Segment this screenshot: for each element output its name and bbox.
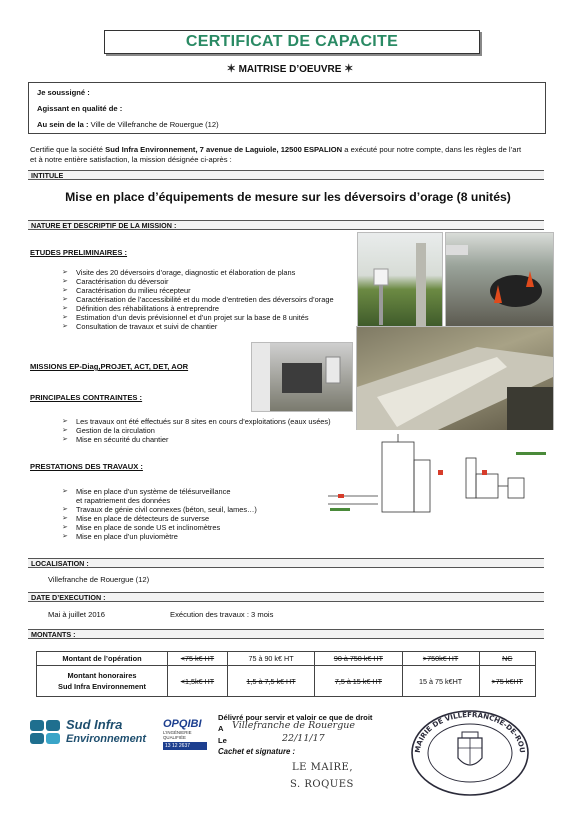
ornament-right-icon: ✶ xyxy=(344,63,354,75)
mairie-stamp xyxy=(408,708,532,798)
certify-prefix: Certifie que la société xyxy=(30,145,104,154)
list-item: ➢ Caractérisation du milieu récepteur xyxy=(62,286,362,295)
opqibi-title: OPQIBI xyxy=(163,718,202,730)
certify-company: Sud Infra Environnement, 7 avenue de Laguiole, 12500 ESPALION xyxy=(105,145,343,154)
technical-diagram xyxy=(318,430,558,520)
operation-label: Montant de l’opération xyxy=(37,652,168,666)
delivre-text: Délivré pour servir et valoir ce que de droit xyxy=(218,713,373,722)
qualite-label: Agissant en qualité de : xyxy=(37,104,123,113)
photo-manhole-site xyxy=(445,232,554,328)
table-cell: >75 k€HT xyxy=(479,666,535,697)
date-value: Mai à juillet 2016 xyxy=(48,610,105,619)
table-cell: 7,5 à 15 k€ HT xyxy=(315,666,402,697)
section-nature: NATURE ET DESCRIPTIF DE LA MISSION : xyxy=(28,220,544,230)
table-cell: <75 k€ HT xyxy=(168,652,228,666)
sud-infra-logo-text xyxy=(66,718,146,746)
sein-value: Ville de Villefranche de Rouergue (12) xyxy=(90,120,219,129)
list-item: ➢ Gestion de la circulation xyxy=(62,426,382,435)
certify-paragraph xyxy=(30,145,550,164)
photo-rain-gauge xyxy=(357,232,443,328)
a-value-handwritten: Villefranche de Rouergue xyxy=(232,720,356,731)
le-label: Le xyxy=(218,736,227,745)
signature-line2: S. ROQUES xyxy=(290,779,354,790)
photo-channel-works xyxy=(356,326,554,436)
opqibi-sub: L’INGÉNIERIE QUALIFIÉE xyxy=(163,730,192,740)
list-item: ➢ Visite des 20 déversoirs d’orage, diagnostic et élaboration de plans xyxy=(62,268,362,277)
table-row xyxy=(37,666,536,697)
certify-suffix: a exécuté pour notre compte, dans les règles de l’art xyxy=(344,145,522,154)
list-item: ➢ Mise en sécurité du chantier xyxy=(62,435,382,444)
section-localisation: LOCALISATION : xyxy=(28,558,544,568)
sein-label: Au sein de la : xyxy=(37,120,89,129)
etudes-heading: ETUDES PRELIMINAIRES : xyxy=(30,248,128,257)
montants-table xyxy=(36,651,536,697)
ornament-left-icon: ✶ xyxy=(226,63,236,75)
signature-line1: LE MAIRE, xyxy=(292,762,354,773)
svg-text:MAIRIE DE VILLEFRANCHE-DE-ROUE: MAIRIE DE VILLEFRANCHE-DE-ROU xyxy=(413,710,527,754)
soussigne-label: Je soussigné : xyxy=(37,88,90,97)
honoraires-label-a: Montant honoraires xyxy=(67,671,137,680)
certificate-title: CERTIFICAT DE CAPACITE xyxy=(104,30,480,54)
list-item: ➢ Mise en place de sonde US et inclinomètres xyxy=(62,523,322,532)
list-item: ➢ Mise en place d’un système de télésurveillance xyxy=(62,487,322,496)
localisation-value: Villefranche de Rouergue (12) xyxy=(48,575,150,584)
honoraires-label xyxy=(37,666,168,697)
list-item: ➢ Caractérisation de l’accessibilité et du mode d’entretien des déversoirs d’orage xyxy=(62,295,362,304)
cachet-label: Cachet et signature : xyxy=(218,747,296,756)
subtitle xyxy=(0,62,580,75)
table-cell: 1,5 à 7,5 k€ HT xyxy=(227,666,314,697)
list-item: ➢ Mise en place de détecteurs de surverse xyxy=(62,514,322,523)
prestations-list xyxy=(62,487,322,541)
subtitle-text: MAITRISE D’OEUVRE xyxy=(238,64,342,75)
opqibi-number: 13 12 2637 xyxy=(163,742,207,750)
a-label: A xyxy=(218,724,224,733)
section-intitule: INTITULE xyxy=(28,170,544,180)
table-cell: <1,5k€ HT xyxy=(168,666,228,697)
prestations-heading: PRESTATIONS DES TRAVAUX : xyxy=(30,462,143,471)
etudes-list xyxy=(62,268,362,331)
list-item: et rapatriement des données xyxy=(76,496,171,505)
list-item: ➢ Mise en place d’un pluviomètre xyxy=(62,532,322,541)
list-item: ➢ Travaux de génie civil connexes (béton, seuil, lames…) xyxy=(62,505,322,514)
identity-frame xyxy=(28,82,546,134)
list-item: ➢ Définition des réhabilitations à entreprendre xyxy=(62,304,362,313)
photo-sensor-install xyxy=(251,342,353,412)
table-row xyxy=(37,652,536,666)
table-cell: 15 à 75 k€HT xyxy=(402,666,479,697)
sud-infra-logo-icon xyxy=(30,720,62,746)
list-item: ➢ Les travaux ont été effectués sur 8 sites en cours d’exploitations (eaux usées) xyxy=(62,417,382,426)
missions-heading: MISSIONS EP-Diag,PROJET, ACT, DET, AOR xyxy=(30,362,189,371)
logo-line2: Environnement xyxy=(66,733,147,745)
table-cell: 75 à 90 k€ HT xyxy=(227,652,314,666)
table-cell: 90 à 750 k€ HT xyxy=(315,652,402,666)
section-montants: MONTANTS : xyxy=(28,629,544,639)
table-cell: >750k€ HT xyxy=(402,652,479,666)
list-item: ➢ Caractérisation du déversoir xyxy=(62,277,362,286)
list-item: ➢ Consultation de travaux et suivi de chantier xyxy=(62,322,362,331)
list-item: ➢ Estimation d’un devis prévisionnel et d’un projet sur la base de 8 unités xyxy=(62,313,362,322)
opqibi-badge xyxy=(163,718,207,750)
le-value-handwritten: 22/11/17 xyxy=(282,733,325,744)
duration-value: Exécution des travaux : 3 mois xyxy=(170,610,274,619)
certify-line2: et à notre entière satisfaction, la mission désignée ci-après : xyxy=(30,154,232,164)
mission-title: Mise en place d’équipements de mesure sur les déversoirs d’orage (8 unités) xyxy=(65,190,511,204)
logo-line1: Sud Infra xyxy=(66,717,123,732)
honoraires-label-b: Sud Infra Environnement xyxy=(58,682,146,691)
contraintes-heading: PRINCIPALES CONTRAINTES : xyxy=(30,393,143,402)
section-date: DATE D’EXECUTION : xyxy=(28,592,544,602)
table-cell: NC xyxy=(479,652,535,666)
